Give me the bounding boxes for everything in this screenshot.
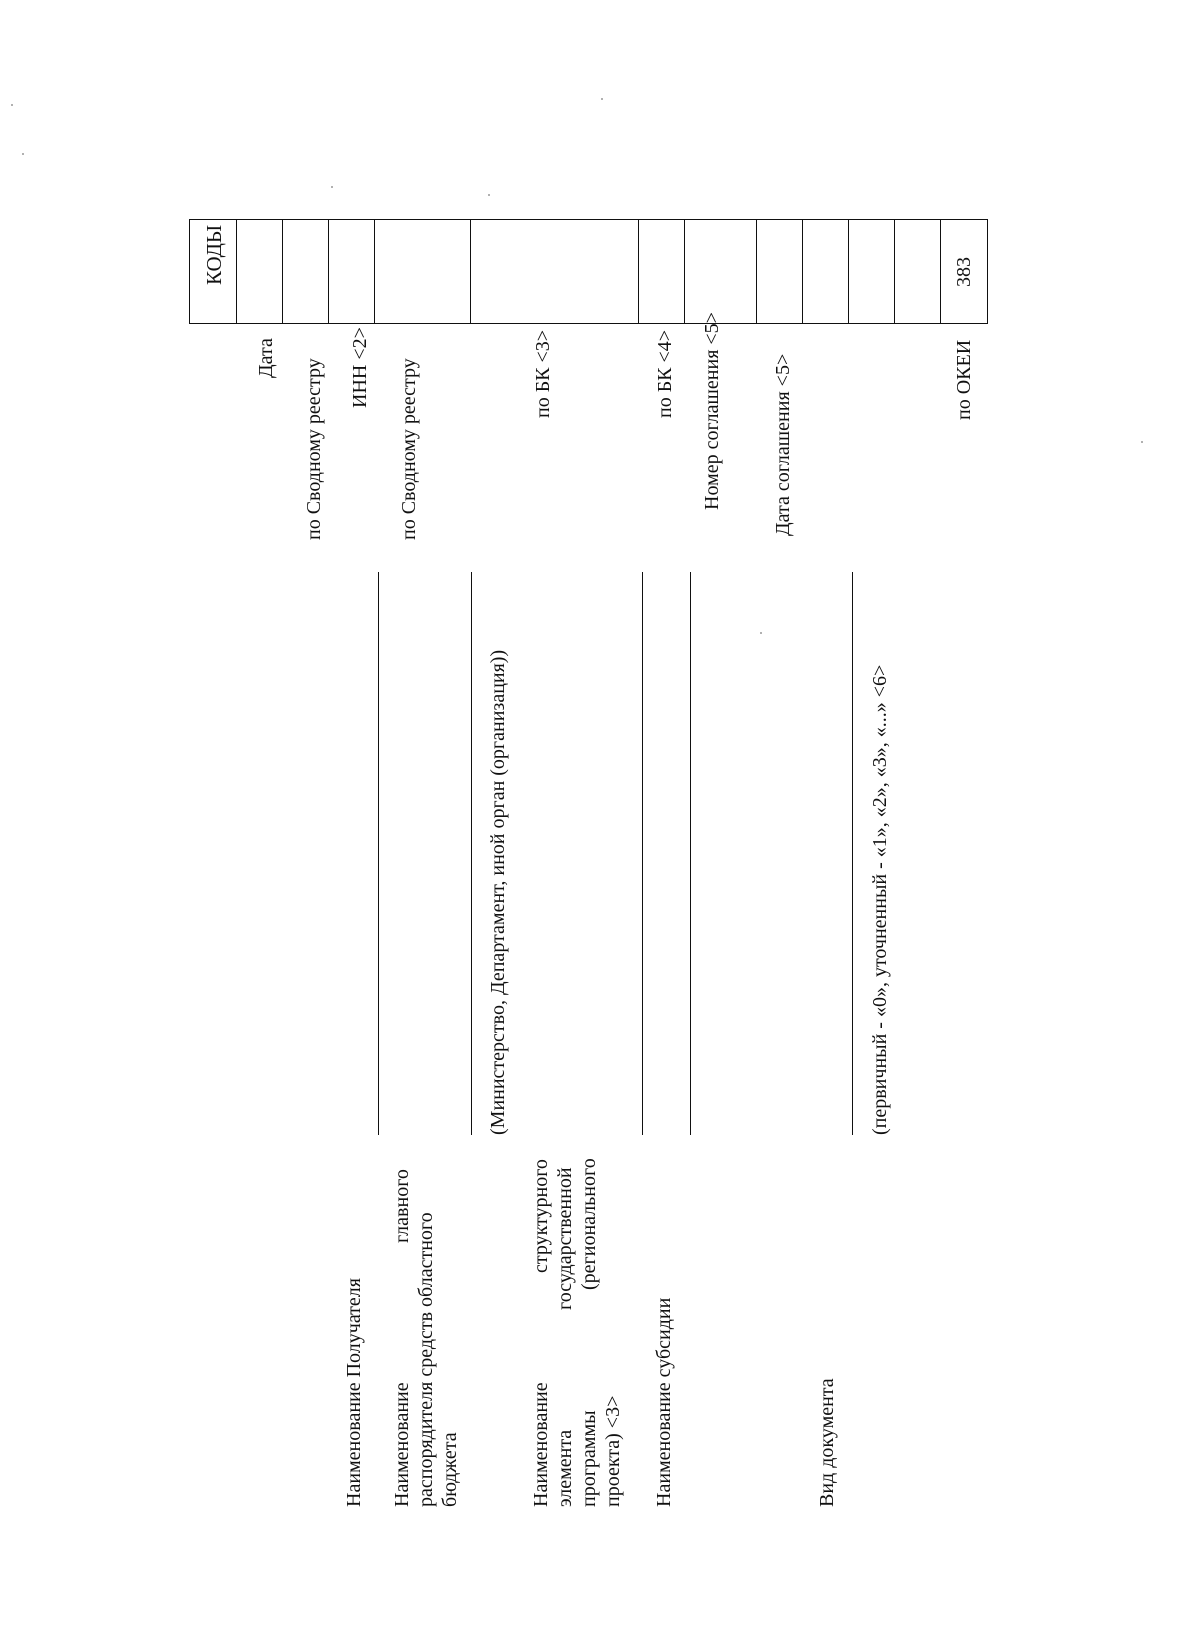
codes-grid-divider-1 [236, 219, 237, 323]
field-grbs-line[interactable] [471, 572, 472, 1135]
label-struct-line3a: программы [578, 1410, 600, 1507]
label-bk3: по БК <3> [532, 329, 554, 418]
codes-grid-divider-9 [802, 219, 803, 323]
field-doctype-line[interactable] [852, 572, 853, 1135]
codes-grid-divider-4 [374, 219, 375, 323]
okei-code: 383 [953, 257, 975, 287]
hint-doc-kind: (первичный - «0», уточненный - «1», «2», «3», «...» <6> [869, 664, 891, 1135]
scan-speck [760, 632, 762, 634]
label-gr-line3: бюджета [439, 1432, 461, 1507]
hint-ministry: (Министерство, Департамент, иной орган (организация)) [487, 649, 509, 1135]
label-struct-line1b: структурного [530, 1159, 552, 1273]
field-subsidy-line[interactable] [690, 572, 691, 1135]
label-inn: ИНН <2> [349, 327, 371, 408]
codes-grid-divider-3 [328, 219, 329, 323]
codes-grid-divider-8 [756, 219, 757, 323]
label-struct-line2b: государственной [554, 1167, 576, 1310]
codes-grid [189, 219, 988, 324]
label-struct-line1a: Наименование [530, 1382, 552, 1507]
scan-speck [1141, 441, 1143, 443]
scan-speck [331, 186, 333, 188]
scan-speck [11, 104, 13, 106]
label-struct-line2a: элемента [554, 1429, 576, 1507]
label-bk4: по БК <4> [654, 329, 676, 418]
scan-speck [488, 194, 490, 196]
label-svodny-1: по Сводному реестру [303, 358, 325, 540]
label-gr-line2: распорядителя средств областного [415, 1212, 437, 1507]
codes-grid-divider-10 [848, 219, 849, 323]
label-struct-line4: проекта) <3> [602, 1395, 624, 1507]
field-recipient-line[interactable] [378, 572, 379, 1135]
label-doc-type: Вид документа [816, 1378, 838, 1507]
codes-header: КОДЫ [202, 224, 226, 285]
label-okei: по ОКЕИ [953, 339, 975, 420]
label-struct-line3b: (регионального [578, 1158, 600, 1290]
label-recipient: Наименование Получателя [343, 1278, 365, 1507]
label-date: Дата [255, 338, 277, 378]
label-agreement-date: Дата соглашения <5> [772, 353, 794, 536]
codes-grid-divider-11 [894, 219, 895, 323]
label-subsidy: Наименование субсидии [653, 1297, 675, 1507]
codes-grid-divider-6 [638, 219, 639, 323]
codes-grid-divider-5 [470, 219, 471, 323]
codes-grid-divider-2 [282, 219, 283, 323]
codes-grid-divider-12 [940, 219, 941, 323]
field-struct-line[interactable] [642, 572, 643, 1135]
scan-speck [601, 98, 603, 100]
label-svodny-2: по Сводному реестру [398, 358, 420, 540]
label-gr-line1b: главного [391, 1169, 413, 1243]
label-agreement-number: Номер соглашения <5> [701, 312, 723, 510]
scan-speck [22, 153, 24, 155]
label-gr-line1: Наименование [391, 1382, 413, 1507]
codes-grid-divider-7 [684, 219, 685, 323]
